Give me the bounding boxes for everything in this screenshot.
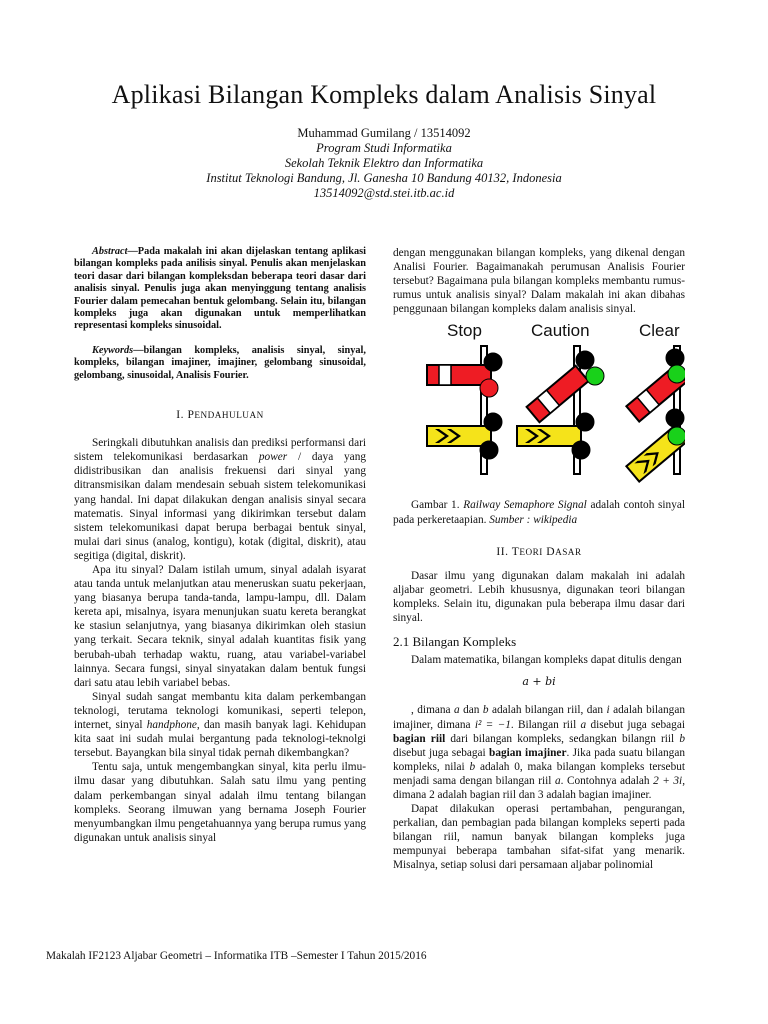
lamp (576, 413, 594, 431)
lamp (480, 441, 498, 459)
lamp (480, 379, 498, 397)
text-run: Sinyal sudah sangat membantu kita dalam perkembangan teknologi, terutama teknologi komunikasi, seperti telepon, internet, sinyal (74, 690, 366, 732)
bold-term: bagian imajiner (489, 746, 567, 759)
abstract (74, 246, 366, 333)
affiliation-line: Program Studi Informatika (316, 141, 452, 155)
section-rest: EORI (519, 546, 543, 557)
math-var: a (554, 774, 561, 787)
paragraph (74, 436, 366, 563)
author-block (0, 126, 768, 201)
lamp (576, 351, 594, 369)
text-run: adalah bilangan imajiner, dimana (393, 704, 685, 731)
lamp (668, 427, 685, 445)
text-run-italic: handphone (146, 719, 197, 732)
figure-label-clear: Clear (639, 321, 680, 341)
semaphore-illustration (393, 321, 685, 492)
text-run: . Jika pada suatu bilangan kompleks, nilai (393, 746, 685, 773)
lamp (586, 367, 604, 385)
section-rest: ENDAHULUAN (194, 410, 264, 421)
text-run: / daya yang didistribusikan dan analisis frekuensi dari sinyal yang ditransmisikan dalam mendesain sebuah sistem telekomunikasi yang handal. Ini dapat dilakukan dengan analisis sinyal secara matematis. Sinyal informasi yang dikirimkan tersebut dalam sistem telekomunikasi dapat berupa berbagai bentuk sinyal, mulai dari sinus (analog, kontigu), kotak (digital, diskrit), atau segitiga (digital, diskrit). (74, 451, 366, 562)
math-var: i (606, 704, 610, 717)
figure-label-stop: Stop (447, 321, 482, 341)
paragraph: Dapat dilakukan operasi pertambahan, pengurangan, perkalian, dan pembagian pada bilangan kompleks seperti pada bilangan riil, namun banyak bilangan kompleks juga mempunyai beberapa tambahan sifat-sifat yang menarik. Misalnya, setiap solusi dari persamaan aljabar polinomial (393, 803, 685, 872)
semaphore-figure (393, 321, 685, 492)
math-var: a (580, 718, 587, 731)
lamp (668, 365, 685, 383)
keywords-text: —bilangan kompleks, analisis sinyal, sinyal, kompleks, bilangan imajiner, imajiner, gelombang sinusoidal, gelombang, sinusoidal, Analisis Fourier. (74, 344, 366, 381)
text-run: disebut juga sebagai (393, 746, 490, 759)
paragraph: Dasar ilmu yang digunakan dalam makalah ini adalah aljabar geometri. Lebih khususnya, digunakan teori bilangan kompleks. Selain itu, digunakan pula beberapa ilmu dasar dari sinyal. (393, 569, 685, 625)
page-footer: Makalah IF2123 Aljabar Geometri – Informatika ITB –Semester I Tahun 2015/2016 (46, 950, 427, 962)
abstract-text: —Pada makalah ini akan dijelaskan tentang aplikasi bilangan kompleks pada anilisis sinyal. Penulis akan menjelaskan teori dasar dari bilangan kompleksdan beberapa teori dasar dari analisis sinyal. Penulis juga akan menyinggung tentang analisis Fourier dalam pemecahan bentuk gelombang. Selain itu, bilangan kompleks juga akan digunakan untuk memperlihatkan representasi kompleks sinusoidal. (74, 246, 366, 332)
affiliation-line: Sekolah Teknik Elektro dan Informatika (284, 156, 484, 170)
stop-arm-red (427, 365, 491, 385)
abstract-label: Abstract (92, 246, 128, 257)
subsection-heading: 2.1 Bilangan Kompleks (393, 634, 517, 650)
author-name: Muhammad Gumilang / 13514092 (297, 126, 471, 140)
author-email: 13514092@std.stei.itb.ac.id (313, 186, 455, 200)
paragraph: Dalam matematika, bilangan kompleks dapat ditulis dengan (411, 654, 682, 667)
paragraph (393, 703, 685, 802)
inline-equation: i² = −1 (474, 718, 511, 731)
section-rest: ASAR (555, 546, 582, 557)
math-var: b (469, 760, 476, 773)
lamp (572, 441, 590, 459)
text-run: . Contohnya adalah (560, 774, 654, 787)
text-run: adalah bilangan riil, dan (488, 704, 607, 717)
stop-arm-yellow (427, 426, 491, 446)
keywords-label: Keywords (92, 344, 134, 356)
figure-caption (393, 498, 685, 526)
caption-source: Sumber : wikipedia (489, 513, 578, 526)
text-run-italic: Railway Semaphore Signal (463, 499, 587, 512)
affiliation-line: Institut Teknologi Bandung, Jl. Ganesha 10 Bandung 40132, Indonesia (206, 171, 562, 185)
math-var: a (454, 704, 460, 717)
text-run: adalah contoh sinyal pada perkeretaapian. (393, 499, 685, 526)
paper-title: Aplikasi Bilangan Kompleks dalam Analisis Sinyal (111, 80, 657, 109)
caution-arm-yellow (517, 426, 581, 446)
paragraph: Apa itu sinyal? Dalam istilah umum, sinyal adalah isyarat atau tanda untuk melanjutkan atau meneruskan suatu pekerjaan, yang biasanya berupa tanda-tanda, lampu-lampu, dll. Dalam kereta api, misalnya, isyara menunjukan suatu kereta berangkat ke stasiun selanjutnya, yang biasanya dikirimkan oleh stasiun yang terkait. Secara teknik, sinyal adalah kuantitas fisik yang berubah-ubah terhadap waktu, ruang, atau variabel-variabel lainnya. Secara fungsi, sinyal sinyatakan dalam bentuk fungsi dari satu atau lebih variabel bebas. (74, 564, 366, 689)
text-run: , dimana 2 adalah bagian riil dan 3 adalah bagian imajiner. (393, 774, 686, 801)
text-run: Gambar 1. (411, 499, 464, 512)
section-number: II. (496, 544, 509, 558)
section-cap: D (546, 544, 556, 558)
bold-term: bagian riil (393, 732, 446, 745)
section-heading-1 (74, 408, 366, 422)
keywords (74, 345, 366, 382)
paragraph (74, 690, 366, 760)
section-number: I. (176, 408, 185, 422)
section-heading-2 (393, 545, 685, 559)
paragraph: dengan menggunakan bilangan kompleks, yang dikenal dengan Analisi Fourier. Bagaimanakah perumusan Analisis Fourier tersebut? Bagaimana pula bilangan kompleks membantu rumus-rumus untuk analisis sinyal? Dalam makalah ini akan dibahas penggunaan bilangan kompleks dalam analisis sinyal. (393, 247, 685, 316)
text-run: Seringkali dibutuhkan analisis dan prediksi performansi dari sistem telekomunikasi berdasarkan (74, 437, 366, 464)
figure-label-caution: Caution (531, 321, 590, 341)
equation: a + bi (522, 675, 556, 689)
section-cap: T (511, 544, 520, 558)
text-run: , dan masih banyak lagi. Kehidupan kita saat ini sudah mulai bergantung pada teknologi-teknolgi tersebut. Bayangkan bila sinyal tidak pernah dikembangkan? (74, 719, 366, 760)
lamp (484, 413, 502, 431)
text-run: disebut juga sebagai (586, 718, 685, 731)
lamp (666, 409, 684, 427)
lamp (484, 353, 502, 371)
right-column (393, 246, 685, 873)
left-column (74, 246, 366, 845)
text-run: , dimana (411, 704, 454, 717)
section-cap: P (187, 408, 195, 422)
text-run: adalah 0, maka bilangan kompleks tersebut menjadi sama dengan bilangan riil (393, 760, 686, 787)
inline-equation: 2 + 3i (653, 774, 683, 787)
text-run: dari bilangan kompleks, sedangkan bilangn riil (445, 732, 680, 745)
text-run-italic: power (258, 451, 288, 464)
lamp (666, 349, 684, 367)
paragraph: Tentu saja, untuk mengembangkan sinyal, kita perlu ilmu-ilmu dasar yang dibutuhkan. Salah satu ilmu yang penting dalam perkembangan sinyal adalah ilmu tentang bilangan kompleks. Seorang ilmuwan yang bernama Joseph Fourier menyumbangkan ilmu pengetahuannya yang berupa rumus yang digunakan untuk analisis sinyal (74, 761, 366, 844)
math-var: b (679, 732, 686, 745)
text-run: . Bilangan riil (510, 718, 581, 731)
text-run: dan (459, 704, 483, 717)
math-var: b (482, 704, 489, 717)
